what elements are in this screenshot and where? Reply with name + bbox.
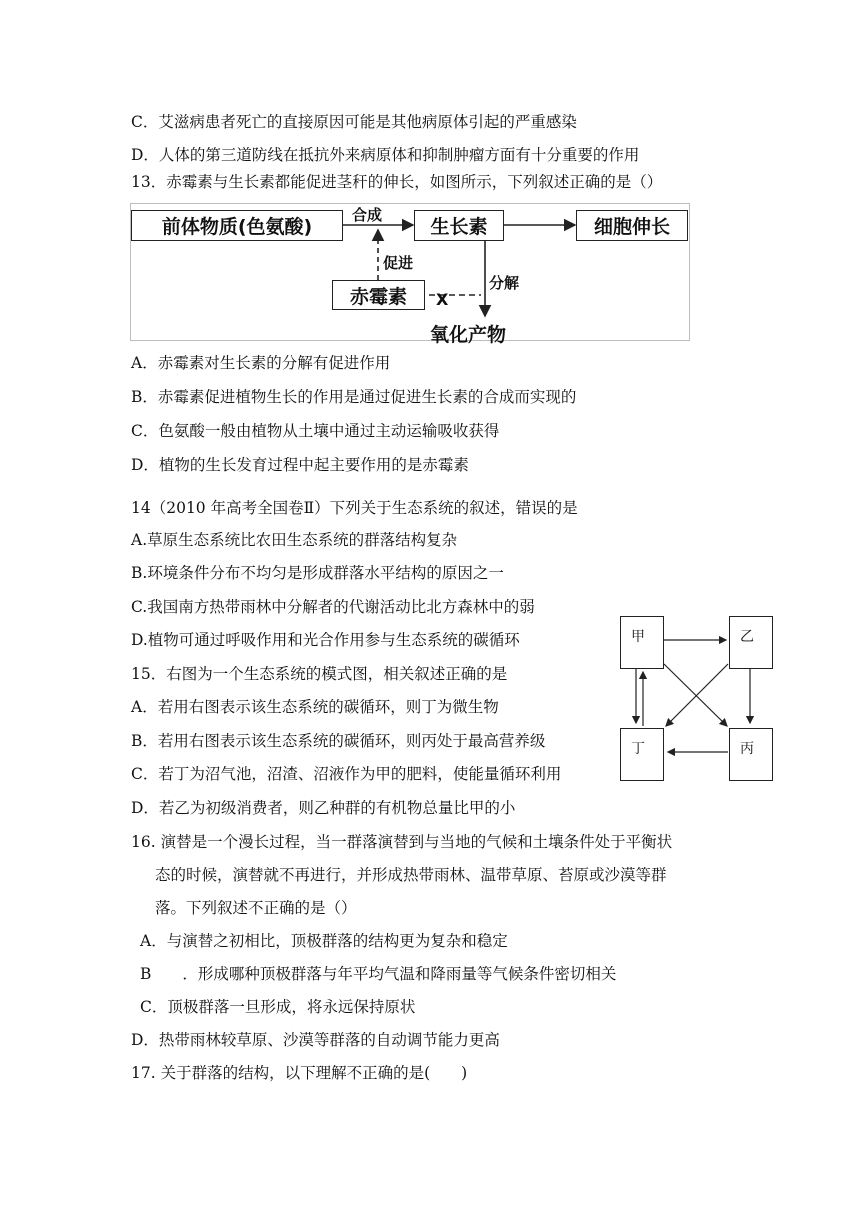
- q16-option-a: A．与演替之初相比，顶极群落的结构更为复杂和稳定: [140, 932, 508, 950]
- arrow-jia-to-bing: [664, 664, 727, 726]
- q16-option-c: C．顶极群落一旦形成，将永远保持原状: [140, 998, 416, 1016]
- q15-option-b: B．若用右图表示该生态系统的碳循环，则丙处于最高营养级: [131, 732, 546, 750]
- node-ding: 丁: [620, 728, 664, 781]
- q16-option-d: D．热带雨林较草原、沙漠等群落的自动调节能力更高: [131, 1031, 500, 1049]
- q13-option-d: D．植物的生长发育过程中起主要作用的是赤霉素: [131, 456, 469, 474]
- oxidation-product-label: 氧化产物: [430, 324, 507, 346]
- q13-stem: 13．赤霉素与生长素都能促进茎秆的伸长，如图所示，下列叙述正确的是（）: [131, 173, 663, 191]
- q16-stem-line1: 16. 演替是一个漫长过程，当一群落演替到与当地的气候和土壤条件处于平衡状: [131, 833, 673, 851]
- auxin-gibberellin-diagram: [130, 203, 690, 346]
- q16-stem-line2: 态的时候，演替就不再进行，并形成热带雨林、温带草原、苔原或沙漠等群: [155, 866, 667, 884]
- node-jia: 甲: [620, 616, 664, 669]
- q14-option-a: A.草原生态系统比农田生态系统的群落结构复杂: [131, 531, 458, 549]
- q14-option-d: D.植物可通过呼吸作用和光合作用参与生态系统的碳循环: [131, 631, 520, 649]
- node-yi: 乙: [729, 616, 773, 669]
- q14-stem: 14（2010 年高考全国卷Ⅱ）下列关于生态系统的叙述，错误的是: [131, 499, 578, 517]
- q12-option-c: C．艾滋病患者死亡的直接原因可能是其他病原体引起的严重感染: [131, 113, 577, 131]
- q15-option-c: C．若丁为沼气池，沼渣、沼液作为甲的肥料，使能量循环利用: [131, 765, 562, 783]
- gibberellin-box: 赤霉素: [332, 280, 425, 310]
- q16-option-b: B ．形成哪种顶极群落与年平均气温和降雨量等气候条件密切相关: [140, 965, 617, 983]
- cell-elongation-box: 细胞伸长: [576, 210, 688, 241]
- q13-option-a: A．赤霉素对生长素的分解有促进作用: [131, 354, 391, 372]
- q16-stem-line3: 落。下列叙述不正确的是（）: [155, 899, 357, 917]
- node-bing: 丙: [729, 728, 773, 781]
- decomposition-label: 分解: [489, 274, 520, 292]
- q12-option-d: D．人体的第三道防线在抵抗外来病原体和抑制肿瘤方面有十分重要的作用: [131, 146, 640, 164]
- synthesis-label: 合成: [352, 206, 383, 224]
- promote-label: 促进: [383, 254, 414, 272]
- precursor-box: 前体物质(色氨酸): [131, 210, 343, 241]
- ecosystem-model-diagram: [620, 612, 780, 784]
- q15-stem: 15．右图为一个生态系统的模式图，相关叙述正确的是: [131, 665, 508, 683]
- q13-option-c: C．色氨酸一般由植物从土壤中通过主动运输吸收获得: [131, 422, 500, 440]
- x-label: X: [436, 290, 449, 309]
- q14-option-c: C.我国南方热带雨林中分解者的代谢活动比北方森林中的弱: [131, 598, 535, 616]
- q17-stem: 17. 关于群落的结构，以下理解不正确的是( ): [131, 1064, 468, 1082]
- auxin-box: 生长素: [414, 210, 504, 241]
- q14-option-b: B.环境条件分布不均匀是形成群落水平结构的原因之一: [131, 564, 504, 582]
- q15-option-a: A．若用右图表示该生态系统的碳循环，则丁为微生物: [131, 698, 499, 716]
- q15-option-d: D．若乙为初级消费者，则乙种群的有机物总量比甲的小: [131, 799, 516, 817]
- arrow-yi-to-ding: [666, 664, 728, 726]
- q13-option-b: B．赤霉素促进植物生长的作用是通过促进生长素的合成而实现的: [131, 388, 577, 406]
